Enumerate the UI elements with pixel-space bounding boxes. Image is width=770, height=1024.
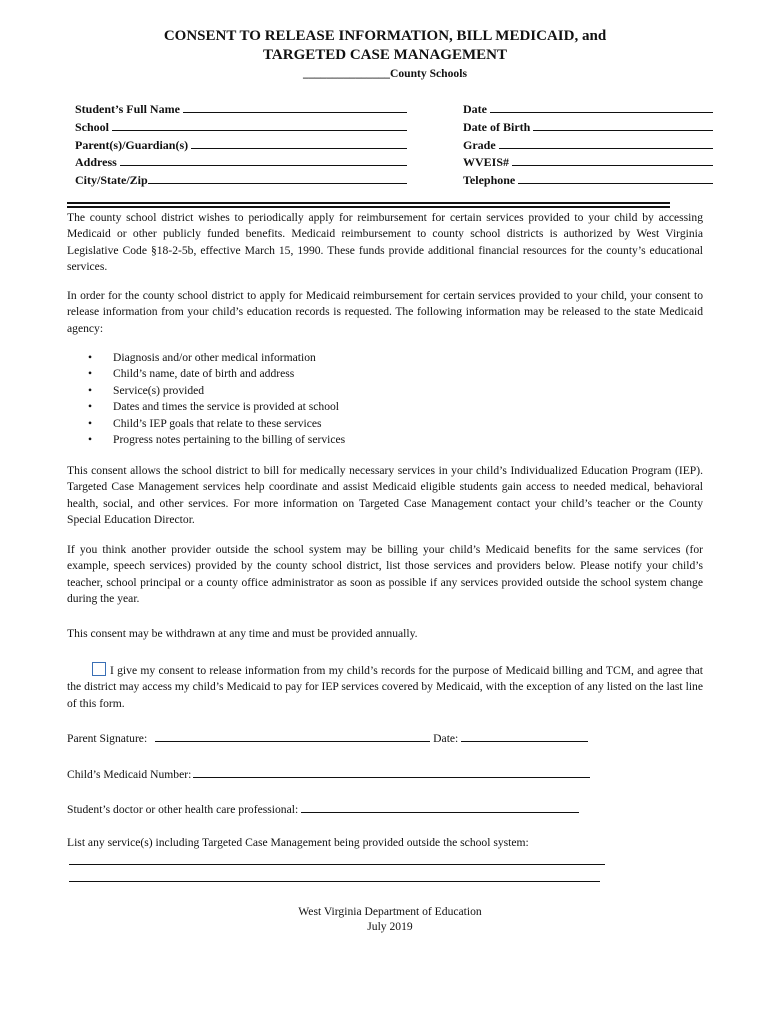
medicaid-number-row [67, 766, 590, 781]
wveis-field[interactable] [463, 154, 713, 172]
outside-services-line-1[interactable] [69, 864, 605, 865]
county-schools-line: _______________County Schools [303, 67, 467, 80]
field-line[interactable] [499, 137, 713, 149]
field-line[interactable] [148, 172, 407, 184]
consent-statement [67, 662, 703, 712]
outside-services-row [67, 836, 529, 849]
field-line[interactable] [533, 119, 713, 131]
field-label: School [75, 119, 110, 134]
outside-services-label: List any service(s) including Targeted Case Management being provided outside the school system: [67, 836, 529, 849]
paragraph-iep-tcm: This consent allows the school district to bill for medically necessary services in your child’s Individualized Education Program (IEP). Targeted Case Management services help coordinate and assist Medicaid eligible students gain access to needed medical, behavioral health, social, and other services. For more information on Targeted Case Management contact your child’s teacher or the County Special Education Director. [67, 464, 703, 527]
bullet-icon: • [88, 416, 93, 430]
bullet-icon: • [88, 383, 93, 397]
school-field[interactable] [75, 119, 407, 137]
list-item-text: Diagnosis and/or other medical information [113, 351, 316, 364]
form-title-line-2: TARGETED CASE MANAGEMENT [263, 47, 507, 63]
field-label: Parent(s)/Guardian(s) [75, 137, 189, 152]
field-line[interactable] [512, 154, 713, 166]
section-divider-rule [67, 202, 670, 204]
bullet-icon: • [88, 367, 93, 381]
footer-date: July 2019 [367, 920, 413, 933]
form-title-line-1: CONSENT TO RELEASE INFORMATION, BILL MEDICAID, and [163, 28, 607, 44]
parent-signature-row [67, 730, 588, 745]
student-name-field[interactable] [75, 101, 407, 119]
list-item-text: Child’s IEP goals that relate to these services [113, 416, 322, 430]
field-line[interactable] [112, 119, 407, 131]
city-state-zip-field[interactable] [75, 172, 407, 190]
bullet-icon: • [88, 400, 93, 414]
consent-text: I give my consent to release information from my child’s records for the purpose of Medicaid billing and TCM, and agree that the district may access my child’s Medicaid to pay for IEP services covered by Medicaid, with the exception of any listed on the last line of this form. [67, 664, 703, 710]
paragraph-consent-request: In order for the county school district to apply for Medicaid reimbursement for certain services provided to your child, your consent to release information from your child’s education records is requested. The following information may be released to the state Medicaid agency: [67, 289, 703, 335]
telephone-field[interactable] [463, 172, 713, 190]
field-label: Address [75, 155, 117, 170]
guardian-field[interactable] [75, 137, 407, 155]
signature-date-label: Date: [433, 732, 459, 745]
field-label: City/State/Zip [75, 173, 148, 188]
footer-organization: West Virginia Department of Education [298, 905, 482, 918]
address-field[interactable] [75, 154, 407, 172]
student-info-fields-left [75, 101, 407, 190]
parent-signature-line[interactable] [155, 730, 430, 742]
list-item [88, 350, 345, 366]
doctor-line[interactable] [301, 801, 579, 813]
doctor-label: Student’s doctor or other health care professional: [67, 803, 299, 816]
paragraph-outside-provider: If you think another provider outside the school system may be billing your child’s Medicaid benefits for the same services (for example, speech services) provided by the county school district, list those services and providers below. Please notify your child’s teacher, school principal or a county office administrator as soon as possible if any services provided outside the school system change during the year. [67, 543, 703, 606]
field-line[interactable] [183, 101, 407, 113]
field-label: Date of Birth [463, 119, 531, 134]
paragraph-withdrawal: This consent may be withdrawn at any time and must be provided annually. [67, 627, 418, 640]
student-info-fields-right [463, 101, 713, 190]
list-item-text: Progress notes pertaining to the billing of services [113, 433, 346, 447]
bullet-icon: • [88, 433, 93, 447]
field-line[interactable] [191, 137, 407, 149]
date-of-birth-field[interactable] [463, 119, 713, 137]
field-label: Grade [463, 137, 496, 152]
signature-date-line[interactable] [461, 730, 588, 742]
list-item [88, 366, 345, 382]
outside-services-line-2[interactable] [69, 881, 600, 882]
section-divider-rule [67, 206, 670, 208]
bullet-icon: • [88, 351, 93, 364]
list-item-text: Child’s name, date of birth and address [113, 367, 295, 381]
date-field[interactable] [463, 101, 713, 119]
medicaid-number-label: Child’s Medicaid Number: [67, 768, 192, 781]
doctor-row [67, 801, 579, 816]
list-item-text: Dates and times the service is provided at school [113, 400, 340, 414]
field-label: Telephone [463, 173, 516, 188]
medicaid-number-line[interactable] [193, 766, 590, 778]
field-label: WVEIS# [463, 155, 510, 170]
released-information-list [88, 350, 345, 448]
list-item [88, 383, 345, 399]
field-label: Student’s Full Name [75, 102, 180, 116]
list-item [88, 399, 345, 415]
field-line[interactable] [120, 154, 407, 166]
consent-checkbox[interactable] [92, 662, 106, 676]
list-item-text: Service(s) provided [113, 383, 205, 397]
paragraph-reimbursement: The county school district wishes to periodically apply for reimbursement for certain services provided to your child by accessing Medicaid or other publicly funded benefits. Medicaid reimbursement to county school districts is authorized by West Virginia Legislative Code §18-2-5b, effective March 15, 1990. These funds provide additional financial resources for the county’s educational services. [67, 211, 703, 274]
list-item [88, 432, 345, 448]
field-line[interactable] [518, 172, 713, 184]
list-item [88, 416, 345, 432]
field-line[interactable] [490, 101, 713, 113]
parent-signature-label: Parent Signature: [67, 732, 148, 745]
field-label: Date [463, 102, 487, 116]
grade-field[interactable] [463, 137, 713, 155]
